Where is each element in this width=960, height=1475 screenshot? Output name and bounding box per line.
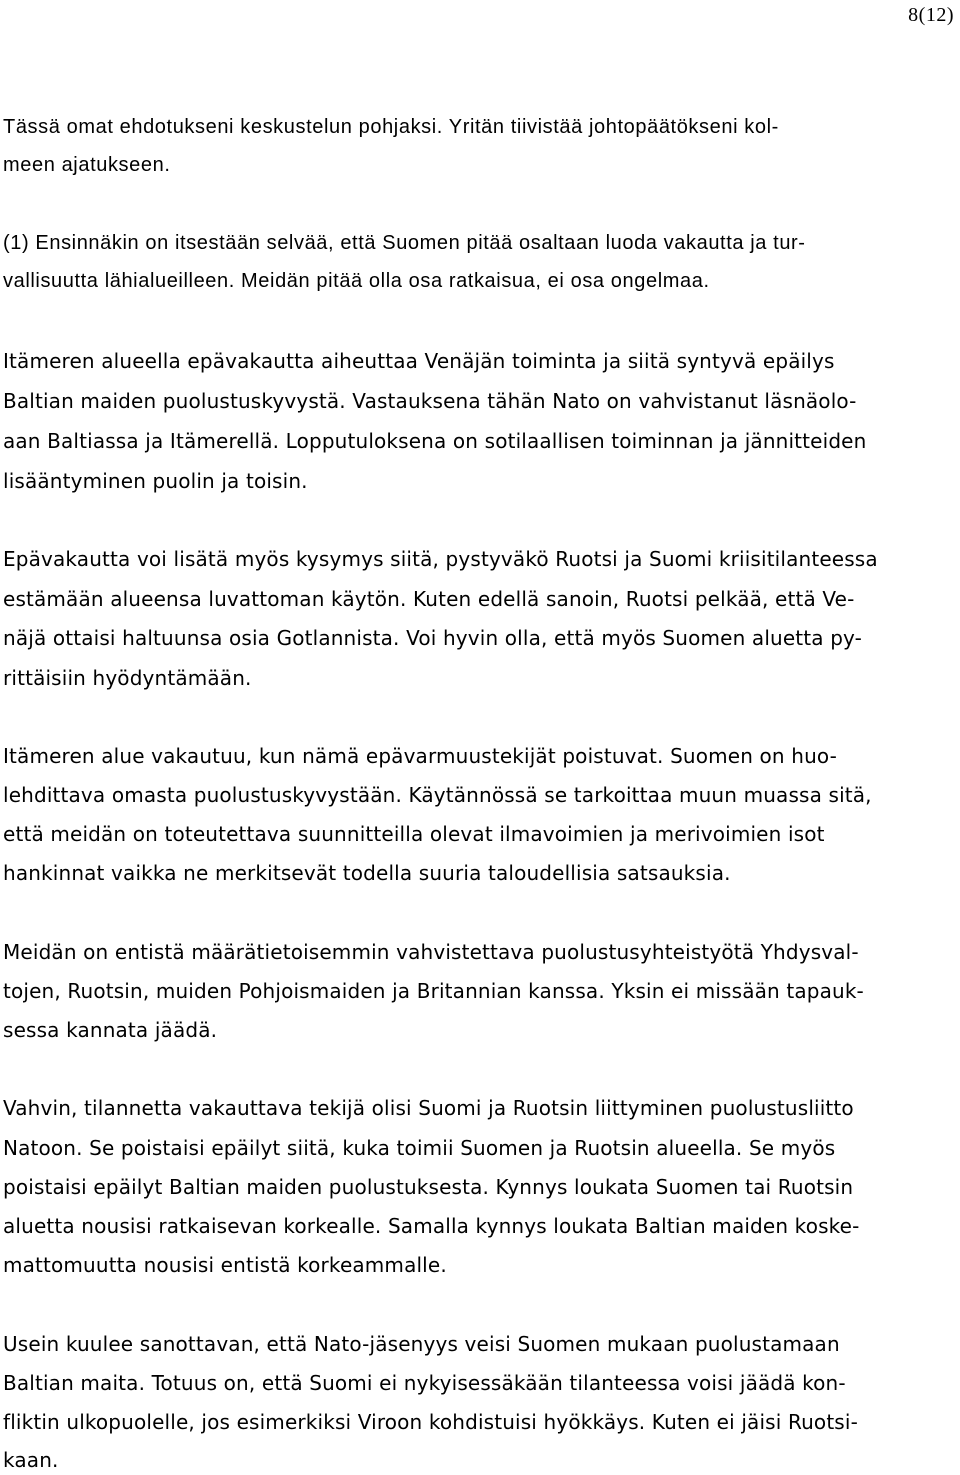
paragraph-line: sessa kannata jäädä. <box>3 1018 218 1042</box>
paragraph-line: Baltian maiden puolustuskyvystä. Vastauksena tähän Nato on vahvistanut läsnäolo- <box>3 389 857 413</box>
paragraph-line: aluetta nousisi ratkaisevan korkealle. Samalla kynnys loukata Baltian maiden koske- <box>3 1214 860 1238</box>
paragraph-line: että meidän on toteutettava suunnitteilla olevat ilmavoimien ja merivoimien isot <box>3 822 825 846</box>
paragraph-line: tojen, Ruotsin, muiden Pohjoismaiden ja Britannian kanssa. Yksin ei missään tapauk- <box>3 979 864 1003</box>
paragraph-line: poistaisi epäilyt Baltian maiden puolustuksesta. Kynnys loukata Suomen tai Ruotsin <box>3 1175 854 1199</box>
paragraph-line: näjä ottaisi haltuunsa osia Gotlannista. Voi hyvin olla, että myös Suomen aluetta py- <box>3 626 863 650</box>
paragraph-line: Epävakautta voi lisätä myös kysymys siitä, pystyväkö Ruotsi ja Suomi kriisitilanteessa <box>3 547 878 571</box>
paragraph-line: fliktin ulkopuolelle, jos esimerkiksi Viroon kohdistuisi hyökkäys. Kuten ei jäisi Ruotsi- <box>3 1410 858 1434</box>
paragraph-line: Vahvin, tilannetta vakauttava tekijä olisi Suomi ja Ruotsin liittyminen puolustusliitto <box>3 1096 854 1120</box>
paragraph-line: estämään alueensa luvattoman käytön. Kuten edellä sanoin, Ruotsi pelkää, että Ve- <box>3 587 855 611</box>
paragraph-line: Baltian maita. Totuus on, että Suomi ei nykyisessäkään tilanteessa voisi jäädä kon- <box>3 1371 846 1395</box>
paragraph-line: aan Baltiassa ja Itämerellä. Lopputuloksena on sotilaallisen toiminnan ja jännitteiden <box>3 429 867 453</box>
paragraph-line: Meidän on entistä määrätietoisemmin vahvistettava puolustusyhteistyötä Yhdysval- <box>3 940 859 964</box>
paragraph-line: mattomuutta nousisi entistä korkeammalle. <box>3 1253 447 1277</box>
page-number: 8(12) <box>908 4 954 26</box>
paragraph-line: lehdittava omasta puolustuskyvystään. Käytännössä se tarkoittaa muun muassa sitä, <box>3 783 872 807</box>
paragraph-line: Usein kuulee sanottavan, että Nato-jäsenyys veisi Suomen mukaan puolustamaan <box>3 1332 840 1356</box>
paragraph-line: (1) Ensinnäkin on itsestään selvää, että Suomen pitää osaltaan luoda vakautta ja tur- <box>3 232 806 254</box>
paragraph-line: rittäisiin hyödyntämään. <box>3 666 252 690</box>
paragraph-line: Itämeren alue vakautuu, kun nämä epävarmuustekijät poistuvat. Suomen on huo- <box>3 744 838 768</box>
paragraph-line: meen ajatukseen. <box>3 154 171 176</box>
paragraph-line: Itämeren alueella epävakautta aiheuttaa Venäjän toiminta ja siitä syntyvä epäilys <box>3 349 835 373</box>
paragraph-line: hankinnat vaikka ne merkitsevät todella suuria taloudellisia satsauksia. <box>3 861 731 885</box>
paragraph-line: vallisuutta lähialueilleen. Meidän pitää olla osa ratkaisua, ei osa ongelmaa. <box>3 270 710 292</box>
paragraph-line: lisääntyminen puolin ja toisin. <box>3 469 308 493</box>
paragraph-line: kaan. <box>3 1448 59 1472</box>
paragraph-line: Tässä omat ehdotukseni keskustelun pohjaksi. Yritän tiivistää johtopäätökseni kol- <box>3 116 779 138</box>
paragraph-line: Natoon. Se poistaisi epäilyt siitä, kuka toimii Suomen ja Ruotsin alueella. Se myös <box>3 1136 836 1160</box>
